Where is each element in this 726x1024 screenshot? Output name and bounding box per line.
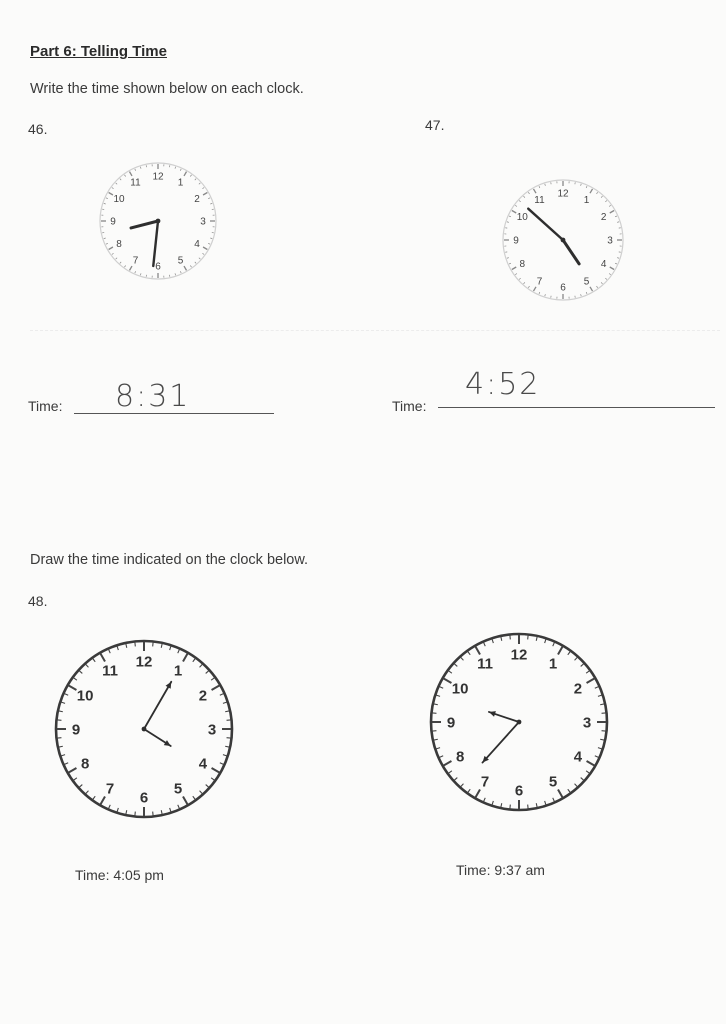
clock-tick (74, 678, 77, 680)
clock-tick (586, 771, 589, 773)
clock-numeral-7: 7 (480, 773, 490, 791)
clock-numeral-12: 12 (510, 646, 528, 664)
clock-numeral-5: 5 (173, 780, 183, 798)
clock-tick (59, 746, 63, 747)
clock-tick (193, 659, 195, 662)
clock-tick (444, 761, 452, 766)
time-label-46: Time: (28, 398, 63, 414)
clock-tick (598, 748, 602, 749)
clock-tick (211, 778, 214, 780)
clock-tick (170, 808, 171, 812)
clock-tick (586, 671, 589, 673)
clock-tick (575, 657, 578, 660)
clock-tick (617, 258, 619, 259)
clock-tick (586, 186, 587, 188)
clock-tick (199, 258, 200, 259)
clock-tick (507, 258, 509, 259)
clock-numeral-9: 9 (513, 235, 519, 247)
clock-tick (595, 687, 599, 689)
clock-tick (597, 286, 598, 288)
clock-tick (509, 263, 511, 264)
clock-tick (600, 704, 604, 705)
clock-tick (124, 265, 125, 267)
clock-tick (79, 671, 82, 674)
clock-tick (86, 664, 89, 667)
clock-tick (536, 803, 537, 807)
clock-tick (454, 778, 457, 781)
clock-tick (140, 167, 141, 169)
clock-tick (208, 198, 210, 199)
clock-tick (601, 282, 602, 283)
clock-numeral-3: 3 (607, 235, 613, 247)
clock-tick (79, 785, 82, 788)
clock-tick (183, 654, 188, 662)
clock-tick (568, 652, 570, 655)
clock-tick (575, 784, 578, 787)
question-46-number: 46. (28, 121, 48, 137)
clock-tick (501, 803, 502, 807)
clock-tick (65, 694, 69, 696)
clock-tick (106, 243, 108, 244)
clock-tick (461, 784, 464, 787)
clock-numeral-9: 9 (446, 714, 456, 732)
clock-tick (109, 247, 113, 250)
clock-numeral-7: 7 (105, 780, 115, 798)
clock-tick (184, 172, 187, 176)
clock-tick (595, 756, 599, 758)
clock-tick (524, 196, 525, 197)
clock-center (142, 727, 147, 732)
clock-tick (109, 805, 111, 809)
clock-tick (587, 761, 595, 766)
clock-tick (220, 694, 224, 696)
clock-numeral-10: 10 (516, 212, 528, 224)
clock-tick (180, 271, 181, 273)
clock-tick (140, 273, 141, 275)
answer-line-47 (438, 407, 715, 408)
clock-tick (519, 201, 520, 202)
clock-numeral-10: 10 (451, 680, 469, 698)
clock-numeral-12: 12 (135, 653, 153, 671)
clock-tick (581, 184, 582, 186)
clock-tick (223, 702, 227, 703)
minute-hand (144, 682, 171, 729)
faint-divider (30, 330, 720, 331)
clock-numeral-4: 4 (600, 259, 607, 271)
clock-tick (112, 187, 114, 188)
clock-tick (101, 797, 106, 805)
clock-numeral-2: 2 (573, 680, 583, 698)
clock-tick (601, 196, 602, 197)
clock-tick (609, 274, 611, 275)
time-label-47: Time: (392, 398, 427, 414)
clock-48-right[interactable] (425, 628, 613, 816)
clock-tick (184, 266, 187, 270)
clock-tick (178, 805, 180, 809)
clock-tick (161, 644, 162, 648)
clock-tick (434, 704, 438, 705)
hour-hand (131, 221, 158, 228)
clock-tick (610, 211, 614, 214)
clock-tick (581, 664, 584, 667)
clock-tick (507, 222, 509, 223)
clock-tick (590, 189, 593, 193)
clock-numeral-11: 11 (534, 194, 545, 206)
clock-numeral-11: 11 (130, 177, 141, 189)
clock-numeral-10: 10 (113, 194, 125, 206)
clock-tick (534, 287, 537, 291)
clock-tick (109, 650, 111, 654)
clock-numeral-2: 2 (194, 194, 200, 206)
clock-numeral-1: 1 (583, 194, 590, 206)
clock-tick (86, 791, 89, 794)
clock-tick (484, 798, 486, 802)
clock-tick (528, 192, 529, 194)
clock-tick (199, 183, 200, 184)
clock-tick (449, 771, 452, 773)
clock-numeral-6: 6 (560, 282, 566, 294)
clock-tick (93, 796, 95, 799)
clock-tick (206, 671, 209, 674)
clock-tick (116, 258, 117, 259)
read-instructions: Write the time shown below on each clock. (30, 81, 304, 97)
clock-numeral-9: 9 (110, 216, 116, 228)
clock-tick (104, 203, 106, 204)
clock-tick (610, 267, 614, 270)
clock-tick (492, 801, 493, 805)
clock-numeral-1: 1 (548, 655, 558, 673)
section-title: Part 6: Telling Time (30, 43, 167, 60)
clock-numeral-8: 8 (519, 259, 526, 271)
clock-tick (553, 798, 555, 802)
clock-tick (568, 789, 570, 792)
clock-tick (225, 746, 229, 747)
clock-tick (126, 810, 127, 814)
clock-tick (69, 686, 77, 691)
clock-tick (203, 247, 207, 250)
time-text-48-left: Time: 4:05 pm (75, 867, 164, 883)
clock-tick (581, 294, 582, 296)
clock-tick (120, 179, 121, 180)
clock-tick (202, 187, 204, 188)
clock-numeral-1: 1 (177, 177, 184, 189)
clock-center (561, 238, 566, 243)
clock-tick (106, 198, 108, 199)
clock-tick (617, 222, 619, 223)
time-text-48-right: Time: 9:37 am (456, 862, 545, 878)
clock-tick (524, 282, 525, 283)
clock-tick (461, 657, 464, 660)
clock-center (517, 720, 522, 725)
clock-tick (440, 756, 444, 758)
clock-tick (135, 169, 136, 171)
clock-tick (170, 646, 171, 650)
clock-tick (539, 292, 540, 294)
clock-numeral-5: 5 (583, 276, 590, 288)
clock-tick (116, 183, 117, 184)
clock-tick (436, 695, 440, 696)
clock-tick (476, 647, 481, 655)
answer-46[interactable]: 8:31 (115, 379, 191, 414)
clock-numeral-6: 6 (155, 261, 161, 273)
question-48-number: 48. (28, 593, 48, 609)
clock-47 (498, 175, 628, 305)
clock-numeral-11: 11 (477, 655, 493, 673)
clock-tick (519, 278, 520, 279)
clock-tick (598, 695, 602, 696)
clock-tick (558, 647, 563, 655)
clock-tick (130, 266, 133, 270)
clock-numeral-8: 8 (116, 239, 122, 251)
clock-tick (190, 175, 191, 177)
clock-tick (536, 637, 537, 641)
clock-tick (484, 643, 486, 647)
clock-tick (101, 654, 106, 662)
minute-hand (153, 221, 158, 266)
clock-tick (211, 678, 214, 680)
clock-tick (202, 253, 204, 254)
clock-tick (468, 789, 470, 792)
clock-tick (104, 238, 106, 239)
clock-tick (193, 796, 195, 799)
clock-tick (210, 238, 212, 239)
clock-numeral-12: 12 (557, 188, 569, 200)
clock-numeral-5: 5 (548, 773, 558, 791)
clock-tick (59, 711, 63, 712)
clock-tick (69, 768, 77, 773)
clock-tick (195, 262, 196, 263)
clock-tick (605, 201, 606, 202)
clock-tick (109, 193, 113, 196)
clock-tick (609, 205, 611, 206)
clock-tick (65, 763, 69, 765)
clock-tick (190, 265, 191, 267)
clock-tick (590, 287, 593, 291)
hand-arrowhead (489, 711, 496, 717)
clock-tick (468, 652, 470, 655)
hour-hand (563, 240, 579, 264)
clock-tick (440, 687, 444, 689)
clock-tick (434, 739, 438, 740)
clock-numeral-9: 9 (71, 721, 81, 739)
clock-tick (161, 810, 162, 814)
clock-tick (454, 664, 457, 667)
clock-tick (175, 273, 176, 275)
clock-tick (545, 801, 546, 805)
clock-numeral-3: 3 (207, 721, 217, 739)
clock-tick (545, 294, 546, 296)
clock-tick (135, 271, 136, 273)
clock-tick (126, 644, 127, 648)
clock-tick (93, 659, 95, 662)
clock-tick (509, 216, 511, 217)
clock-tick (436, 748, 440, 749)
clock-tick (61, 702, 65, 703)
clock-numeral-1: 1 (173, 662, 183, 680)
clock-numeral-10: 10 (76, 687, 94, 705)
clock-tick (534, 189, 537, 193)
clock-tick (210, 203, 212, 204)
clock-tick (515, 205, 517, 206)
clock-tick (112, 253, 114, 254)
clock-tick (200, 791, 203, 794)
clock-tick (120, 262, 121, 263)
clock-tick (200, 664, 203, 667)
clock-numeral-4: 4 (194, 239, 200, 251)
clock-tick (605, 278, 606, 279)
clock-tick (615, 216, 617, 217)
clock-tick (444, 679, 452, 684)
clock-tick (220, 763, 224, 765)
clock-46 (95, 158, 221, 284)
clock-tick (208, 243, 210, 244)
clock-tick (175, 167, 176, 169)
clock-tick (492, 639, 493, 643)
clock-tick (61, 755, 65, 756)
clock-tick (212, 768, 220, 773)
clock-tick (512, 211, 516, 214)
clock-tick (195, 179, 196, 180)
clock-numeral-7: 7 (536, 276, 543, 288)
clock-tick (223, 755, 227, 756)
clock-tick (558, 790, 563, 798)
clock-tick (512, 267, 516, 270)
minute-hand (528, 209, 563, 240)
clock-center (156, 219, 161, 224)
clock-numeral-4: 4 (198, 755, 208, 773)
clock-numeral-3: 3 (582, 714, 592, 732)
draw-instructions: Draw the time indicated on the clock below. (30, 552, 309, 568)
clock-numeral-3: 3 (200, 216, 206, 228)
clock-tick (553, 643, 555, 647)
clock-tick (539, 186, 540, 188)
clock-tick (124, 175, 125, 177)
clock-numeral-2: 2 (198, 687, 208, 705)
clock-48-left[interactable] (50, 635, 238, 823)
clock-numeral-8: 8 (80, 755, 90, 773)
clock-numeral-6: 6 (139, 789, 149, 807)
clock-tick (586, 292, 587, 294)
clock-numeral-2: 2 (600, 212, 607, 224)
clock-tick (178, 650, 180, 654)
clock-tick (528, 286, 529, 288)
clock-numeral-7: 7 (132, 255, 139, 267)
minute-hand (482, 722, 519, 763)
clock-numeral-8: 8 (455, 748, 465, 766)
clock-tick (74, 778, 77, 780)
question-47-number: 47. (425, 117, 445, 133)
clock-tick (449, 671, 452, 673)
clock-tick (206, 785, 209, 788)
clock-numeral-11: 11 (102, 662, 118, 680)
clock-numeral-5: 5 (177, 255, 184, 267)
clock-numeral-12: 12 (152, 171, 164, 183)
clock-tick (203, 193, 207, 196)
clock-tick (180, 169, 181, 171)
clock-tick (587, 679, 595, 684)
clock-numeral-6: 6 (514, 782, 524, 800)
clock-tick (581, 778, 584, 781)
clock-tick (600, 739, 604, 740)
answer-47[interactable]: 4:52 (465, 367, 541, 402)
clock-tick (183, 797, 188, 805)
clock-tick (130, 172, 133, 176)
clock-tick (545, 639, 546, 643)
clock-tick (476, 790, 481, 798)
clock-tick (615, 263, 617, 264)
clock-tick (225, 711, 229, 712)
clock-numeral-4: 4 (573, 748, 583, 766)
clock-tick (597, 192, 598, 194)
clock-tick (117, 646, 118, 650)
clock-tick (117, 808, 118, 812)
clock-tick (212, 686, 220, 691)
clock-tick (501, 637, 502, 641)
clock-tick (545, 184, 546, 186)
clock-tick (515, 274, 517, 275)
